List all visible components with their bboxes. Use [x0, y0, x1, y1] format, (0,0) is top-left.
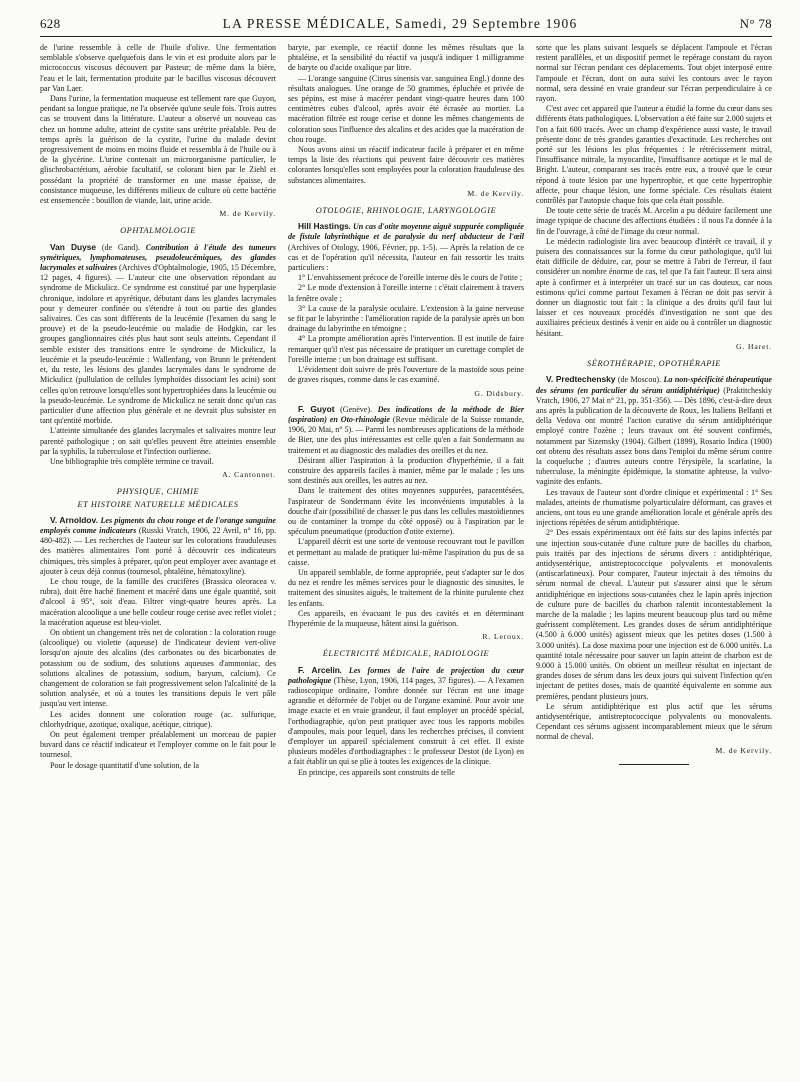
paragraph: Dans l'urine, la fermentation muqueuse est tellement rare que Guyon, pendant sa longue pratique, ne l'a observée qu'une seule fois. Trois autres cas se trouvent dans la littérature. L'auteur a observé un nouveau cas chez un homme adulte, atteint de cystite sans urétrite préalable. Peu de temps après la guérison de la cystite, l'urine du malade devint progressivement de moins en moins fluide et ressembla à de l'huile ou à de la glycérine. L'urine contenait un microorganisme particulier, le glischrobactérium, aérobie facultatif, se colorant bien par le Ziehl et possédant la propriété de transformer en une masse épaisse, de consistance muqueuse, les différents milieux de culture où cette bactérie est ensemencée : bouillon de viande, lait, urine acide. [40, 94, 276, 206]
paragraph: En principe, ces appareils sont construits de telle [298, 767, 455, 777]
paragraph: C'est avec cet appareil que l'auteur a étudié la forme du cœur dans ses différents états pathologiques. L'observation a été faite sur 2.000 sujets et l'on a fait 600 tracés. Avec un champ d'expérience aussi vaste, le travail présente donc de très grandes garanties d'exactitude. Les recherches ont porté sur les lésions les plus fréquentes : le rétrécissement mitral, l'insuffisance mitrale, la myocardite, l'insuffisance aortique et le mal de Bright. L'auteur, comparant ses tracés entre eux, a trouvé que le cœur répond à toute lésion par une hypertrophie, et que cette hypertrophie affecte, pour chaque lésion, une forme spéciale. Ces résultats étaient contrôlés par l'autopsie chaque fois que cela était possible. [536, 104, 772, 206]
page-header [40, 16, 772, 37]
paragraph: Une bibliographie très complète termine ce travail. [50, 456, 214, 466]
signature: G. Didsbury. [474, 388, 524, 398]
paragraph: Dans le traitement des otites moyennes suppurées, paracentésées, l'aspirateur de Sondermann évite les inconvénients imputables à la douche d'air (possibilité de chasser le pus dans les cellules mastoïdiennes ou de contaminer la trompe du côté opposé) ou à l'aspiration par le spéculum pneumatique (production d'otite externe). [288, 486, 524, 537]
end-rule [619, 764, 689, 765]
paragraph: Désirant allier l'aspiration à la production d'hyperhémie, il a fait construire des appareils faciles à manier, même par le malade ; les uns sont destinés aux oreilles, les autres au nez. [288, 455, 524, 486]
column-1 [40, 43, 276, 778]
paragraph: sorte que les plans suivant lesquels se déplacent l'ampoule et l'écran restent parallèles, et un dispositif permet le repérage constant du rayon normal sur l'écran pendant ces déplacements. Tout objet interposé entre l'ampoule et l'écran, dont on aura suivi les contours avec le rayon normal, sera dessiné en vraie grandeur sur l'écran perpendiculaire à ce rayon. [536, 43, 772, 104]
article-author: Hill Hastings [298, 221, 349, 232]
article-author: F. Guyot [298, 403, 335, 414]
section-heading: ÉLECTRICITÉ MÉDICALE, RADIOLOGIE [322, 649, 490, 659]
paragraph: L'appareil décrit est une sorte de ventouse recouvrant tout le pavillon et permettant au malade de pratiquer lui-même l'aspiration du pus de sa caisse. [288, 537, 524, 567]
list-item: 4° La prompte amélioration après l'intervention. Il est inutile de faire remarquer qu'il n'est pas nécessaire de pratiquer un curettage complet de l'oreille interne : un bon drainage est suffisant. [288, 334, 524, 364]
paragraph: — L'orange sanguine (Citrus sinensis var. sanguinea Engl.) donne des résultats analogues. Une orange de 50 grammes, épluchée et privée de ses pépins, est mise à macérer pendant vingt-quatre heures dans 100 centimètres cubes d'alcool, après avoir été écrasée au mortier. La macération filtrée est rouge cerise et donne les mêmes changements de coloration sous l'influence des alcalins et des acides que la macération de chou rouge. [288, 73, 524, 144]
article-title: Des indications de la méthode de Bier (aspiration) en Oto-rhinologie [288, 404, 525, 424]
section-heading: ET HISTOIRE NATURELLE MÉDICALES [77, 499, 239, 509]
paragraph: Le médecin radiologiste lira avec beaucoup d'intérêt ce travail, il y puisera des connaissances sur la forme du cœur pathologique, qu'il lui était difficile de déduire, car, pour se mettre à l'abri de l'erreur, il faut considérer un nombre énorme de cas, tel que l'a fait l'auteur. Il sera ainsi apte à confirmer et à interpréter un tracé sur un cas douteux, car nous estimons qu'ici comme partout l'examen à l'écran ne doit pas servir à donner un diagnostic tout fait : la clinique a des droits qu'il faut lui laisser et ces nouveaux procédés d'investigation ne sont que des auxiliaires précieux destinés à venir en aide ou à contrôler un diagnostic hésitant. [536, 236, 772, 338]
issue-date: Samedi, 29 Septembre 1906 [395, 16, 578, 31]
column-3 [536, 43, 772, 778]
issue-number: N° 78 [739, 16, 772, 31]
article-title: . Un cas d'otite moyenne aiguë suppurée compliquée de fistule labyrinthique et de paralysie du nerf abducteur de l'œil [288, 222, 524, 242]
article-title: La non-spécificité thérapeutique des sérums (en particulier du sérum antidiphtérique) [536, 375, 772, 395]
paragraph: De toute cette série de tracés M. Arcelin a pu déduire facilement une image typique de chacune des affections étudiées : il nous l'a donnée à la fin de l'ouvrage, à côté de l'image du cœur normal. [536, 206, 772, 236]
article-title: Contribution à l'étude des tumeurs symétriques, lymphomateuses, pseudoleucémiques, des glandes lacrymales et salivaires [40, 242, 276, 273]
signature: G. Haret. [736, 341, 772, 351]
article-author: F. Arcelin [298, 664, 340, 675]
paragraph: Un appareil semblable, de forme appropriée, peut s'adapter sur le dos du nez et rendre les mêmes services pour le diagnostic des sinusites, le traitement des sinusites aiguës, le traitement de la rhinite purulente chez les enfants. [288, 567, 524, 608]
article-author: Van Duyse [50, 241, 97, 252]
section-heading: PHYSIQUE, CHIMIE [116, 487, 200, 497]
article-author: V. Arnoldov [50, 514, 97, 525]
paragraph: Le sérum antidiphtérique est plus actif que les sérums antidysentérique, antistreptococcique polyvalents ou monovalents. Cependant ces sérums agissent incomparablement mieux que le sérum normal de cheval. [536, 701, 772, 742]
article-title: . Les pigments du chou rouge et de l'orange sanguine employés comme indicateurs [40, 515, 276, 535]
journal-title: LA PRESSE MÉDICALE, Samedi, 29 Septembre 1906 [222, 16, 578, 31]
section-heading: OPHTALMOLOGIE [120, 226, 196, 236]
signature: M. de Kervily. [715, 745, 772, 755]
article: Van Duyse (de Gand). Contribution à l'étude des tumeurs symétriques, lymphomateuses, pseudoleucémiques, des glandes lacrymales et salivaires (Archives d'Ophtalmologie, 1905, 15 Décembre, 12 pages, 4 figures). — L'auteur cite une observation répondant au syndrome de Mickulicz. Ce syndrome est constitué par une hyperplasie chronique, indolore et apyrétique, débutant dans les glandes lacrymales pour y demeurer confinée ou s'étendre à tout ou partie des glandes salivaires. Ces cas sont différents de la leucémie (l'examen du sang le prouve) et de la pseudo-leucémie ou maladie de Hodgkin, car les groupes ganglionnaires cités plus haut sont seuls atteints. Cependant il semble exister des transitions entre le syndrome de Mickulicz, la leucémie et la pseudo-leucémie : Wallenfang, von Brunn le prétendent et, du reste, les lésions des glandes lacrymales dans le syndrome de Mickulicz (pullulation de cellules lymphoïdes dissociant les acini) sont celles qu'on retrouve lorsqu'elles sont hypertrophiées dans la leucémie ou la pseudo-leucémie. Le syndrome de Mickulicz ne serait donc qu'un cas particulier d'une affection plus générale et ne devrait plus subsister en tant qu'entité morbide. [40, 241, 276, 426]
signature: A. Cantonnet. [222, 470, 276, 480]
paragraph: Nous avons ainsi un réactif indicateur facile à préparer et en même temps la liste des réactions qui peuvent faire découvrir ces matières colorantes lorsqu'elles sont employées pour la coloration frauduleuse des substances alimentaires. [288, 145, 524, 185]
paragraph: L'évidement doit suivre de près l'ouverture de la mastoïde sous peine de graves risques, comme dans le cas examiné. [288, 365, 524, 385]
article: F. Arcelin. Les formes de l'aire de projection du cœur pathologique (Thèse, Lyon, 1906, 114 pages, 37 figures). — A l'examen radioscopique ordinaire, l'ombre donnée sur l'écran est une image agrandie et déformée de l'objet ou de l'organe examiné. Pour avoir une image exacte et en vraie grandeur, il faut employer un procédé spécial, l'orthodiagraphie, qu'on peut pratiquer avec tous les rapports mobiles d'ampoules, mais pour lequel, dans les recherches précises, il convient d'employer un appareil spécialement construit à cet effet. Il existe plusieurs modèles d'orthodiagraphes : le professeur Destot (de Lyon) en a fait établir un qui se plie à toutes les exigences de la clinique. [288, 664, 524, 767]
section-heading: OTOLOGIE, RHINOLOGIE, LARYNGOLOGIE [315, 206, 497, 216]
section-heading: SÉROTHÉRAPIE, OPOTHÉRAPIE [587, 359, 721, 369]
paragraph: Le chou rouge, de la famille des crucifères (Brassica oleoracea v. rubra), doit être haché finement et macéré dans une égale quantité, soit d'alcool à 95°, soit d'eau. Filtrer vingt-quatre heures après. La macération alcoolique a une belle couleur rouge cerise avec reflet violet ; la macération aqueuse est bleu-violet. [40, 576, 276, 627]
paragraph: 2° Des essais expérimentaux ont été faits sur des lapins infectés par une injection sous-cutanée d'une culture pure de bacilles du charbon, puis traités par des injections de sérums divers : antidiphtérique, antidysentérique, antistreptococcique polyvalents et monovalents (antiscarlatineux). Pour comparer, l'auteur injectait à des témoins du sérum normal de cheval. L'auteur put s'assurer ainsi que le sérum antidiphtérique en injections sous-cutanées chez le lapin après injection de culture pure de bacilles du charbon ralentit incontestablement la marche de la maladie ; les lapins meurent beaucoup plus tard ou même guérissent complètement. Les grandes doses de sérum antidiphtérique (4.500 à 6.000 unités) agissent mieux que les petites doses (1.500 à 3.000 unités). La dose maxima pour une injection est de 6.000 unités. La quantité totale nécessaire pour sauver un lapin atteint de charbon est de 9.000 à 15.000 unités. On obtient un meilleur résultat en injectant de grandes doses de sérum dans les deux jours qui suivent l'infection qu'en injectant de petites doses, mais de quantité équivalente en somme aux premières, pendant plusieurs jours. [536, 528, 772, 701]
article: V. Predtechensky (de Moscou). La non-spécificité thérapeutique des sérums (en particulier du sérum antidiphtérique) (Praktitcheskiy Vratch, 1906, 27 Mai n° 21, pp. 351-356). — Dès 1896, c'est-à-dire deux ans après la publication de la découverte de Roux, les Italiens Belfanti et della Vedova ont montré l'action curative du sérum antidiphtérique employé contre l'ozène ; leurs travaux ont été souvent confirmés, notamment par Sizemsky (1904). Gilbert (1899), Rosario Indica (1900) ont obtenu des résultats assez bons dans l'emploi du même sérum contre la coqueluche ; d'autres auteurs contre l'érysipèle, la scarlatine, la tuberculose, la méningite épidémique, la stomatite aphteuse, la vulvo-vaginite des enfants. [536, 374, 772, 487]
paragraph: Les acides donnent une coloration rouge (ac. sulfurique, chlorhydrique, azotique, oxalique, acétique, citrique). [40, 709, 276, 729]
signature: R. Leroux. [482, 632, 524, 642]
paragraph: L'atteinte simultanée des glandes lacrymales et salivaires montre leur parenté pathologique ; on sait qu'elles peuvent être atteintes ensemble par la syphilis, la tuberculose et l'infection ourlienne. [40, 426, 276, 456]
article: F. Guyot (Genève). Des indications de la méthode de Bier (aspiration) en Oto-rhinologie (Revue médicale de la Suisse romande, 1906, 20 Mai, n° 5). — Parmi les nombreuses applications de la méthode de Bier, une des plus intéressantes est celle qu'en a fait Sondermann au traitement et au diagnostic des maladies des oreilles et du nez. [288, 403, 525, 455]
signature: M. de Kervily. [467, 188, 524, 198]
article: Hill Hastings. Un cas d'otite moyenne aiguë suppurée compliquée de fistule labyrinthique et de paralysie du nerf abducteur de l'œil (Archives of Otology, 1906, Février, pp. 1-5). — Après la relation de ce cas et de l'opération qu'il nécessita, l'auteur en fait ressortir les traits particuliers : [288, 221, 524, 273]
paragraph: de l'urine ressemble à celle de l'huile d'olive. Une fermentation semblable s'observe quelquefois dans le vin et est produite alors par le micrococcus viscosus découvert par Pasteur; de même dans la bière, l'eau et le lait, fermentation produite par le bacillus viscosus découvert par Van Laer. [40, 43, 276, 93]
paragraph: Pour le dosage quantitatif d'une solution, de la [50, 760, 199, 770]
list-item: 1° L'envahissement précoce de l'oreille interne dès le cours de l'otite ; [298, 273, 523, 283]
page-number: 628 [40, 16, 61, 31]
paragraph: On peut également tremper préalablement un morceau de papier buvard dans ce réactif indicateur et l'employer comme on le fait pour le tournesol. [40, 730, 276, 760]
article: V. Arnoldov. Les pigments du chou rouge et de l'orange sanguine employés comme indicateurs (Russki Vratch, 1906, 22 Avril, n° 16, pp. 480-482). — Les recherches de l'auteur sur les colorations frauduleuses des matières alimentaires l'ont porté à découvrir ces indicateurs chimiques, très simples à préparer, qu'on peut employer avec avantage et ajouter à ceux déjà connus (tournesol, phtaléine, hématoxyline). [40, 514, 276, 576]
paragraph: Ces appareils, en évacuant le pus des cavités et en déterminant l'hyperémie de la muqueuse, hâtent ainsi la guérison. [288, 608, 524, 628]
signature: M. de Kervily. [219, 209, 276, 219]
article-author: V. Predtechensky [546, 374, 616, 385]
column-2 [288, 43, 524, 778]
list-item: 2° Le mode d'extension à l'oreille interne : c'était clairement à travers la fenêtre ovale ; [288, 283, 524, 303]
list-item: 3° La cause de la paralysie oculaire. L'extension à la gaine nerveuse se fit par le labyrinthe : l'amélioration rapide de la paralysie après un bon drainage du labyrinthe en témoigne ; [288, 303, 524, 334]
paragraph: Les travaux de l'auteur sont d'ordre clinique et expérimental : 1° Ses malades, atteints de rhumatisme polyarticulaire déformant, cas graves et anciens, ont tous eu une grande amélioration locale et générale après des injections répétées de sérum antidiphtérique. [536, 487, 772, 528]
article-title: . Les formes de l'aire de projection du cœur pathologique [288, 665, 524, 685]
paragraph: baryte, par exemple, ce réactif donne les mêmes résultats que la phtaléine, et la sensibilité du réactif va jusqu'à indiquer 1 milligramme de baryte ou d'acide oxalique par litre. [288, 43, 524, 73]
paragraph: On obtient un changement très net de coloration : la coloration rouge (alcoolique) ou violette (aqueuse) de l'indicateur devient vert-olive lorsqu'on ajoute des alcalins (des carbonates ou des bicarbonates de potassium ou de sodium, des solutions aqueuses d'ammoniac, des solutions alcalines de potassium, sodium, baryum, calcium). Ce changement de coloration se fait progressivement selon l'alcalinité de la solution analysée, et où a toutes les transitions depuis le vert pâle jusqu'au vert intense. [40, 627, 276, 709]
text-columns [40, 43, 772, 778]
